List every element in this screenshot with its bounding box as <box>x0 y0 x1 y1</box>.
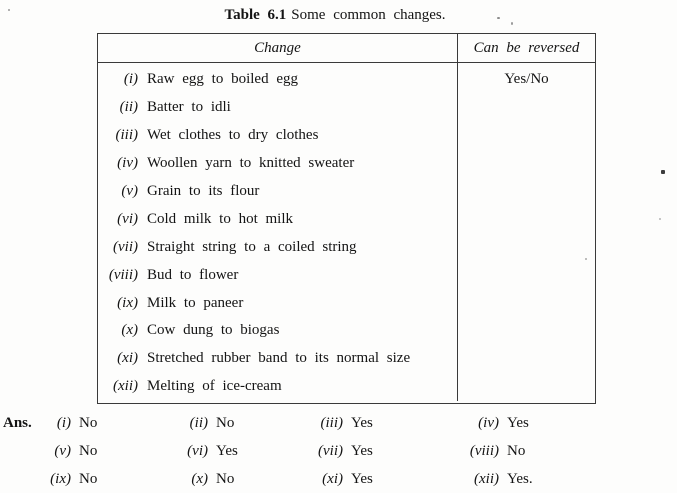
table-row <box>98 150 457 178</box>
scan-artifact <box>659 218 661 220</box>
answer-numeral: (iii) <box>320 415 343 432</box>
table-row <box>98 178 457 206</box>
answer-numeral: (vii) <box>318 443 343 460</box>
row-text: Cow dung to biogas <box>147 322 280 339</box>
answer-value: No <box>79 443 98 460</box>
table-row <box>98 205 457 233</box>
answer-value: Yes. <box>507 470 533 487</box>
row-text: Raw egg to boiled egg <box>147 71 298 88</box>
answer-numeral: (iv) <box>478 415 499 432</box>
answer-numeral: (i) <box>56 415 71 432</box>
answer-cell <box>43 443 172 460</box>
answer-value: Yes <box>351 415 373 432</box>
row-numeral: (i) <box>123 71 138 88</box>
answer-cell <box>172 415 305 432</box>
row-numeral: (iii) <box>115 127 138 144</box>
answers-row <box>3 438 673 466</box>
answer-numeral: (vi) <box>187 443 208 460</box>
changes-table <box>97 33 596 404</box>
row-text: Milk to paneer <box>147 294 244 311</box>
scan-artifact <box>511 22 513 25</box>
answer-cell <box>305 415 457 432</box>
row-numeral: (vii) <box>113 238 138 255</box>
table-row <box>98 233 457 261</box>
answer-numeral: (viii) <box>469 443 499 460</box>
change-column <box>98 63 458 401</box>
row-numeral: (iv) <box>117 155 138 172</box>
table-row <box>98 122 457 150</box>
answers-row <box>3 465 673 493</box>
row-numeral: (x) <box>121 322 138 339</box>
row-numeral: (xi) <box>117 350 138 367</box>
row-numeral: (ix) <box>117 294 138 311</box>
scan-artifact <box>497 17 500 19</box>
row-text: Wet clothes to dry clothes <box>147 127 319 144</box>
answer-numeral: (v) <box>54 443 71 460</box>
answer-value: Yes <box>351 443 373 460</box>
header-change: Change <box>98 34 458 62</box>
table-caption <box>95 7 575 24</box>
row-numeral: (ii) <box>119 99 138 116</box>
row-text: Melting of ice-cream <box>147 378 282 395</box>
scan-artifact <box>661 170 665 174</box>
table-row <box>98 317 457 345</box>
answer-numeral: (xi) <box>322 470 343 487</box>
row-text: Bud to flower <box>147 266 239 283</box>
row-text: Woollen yarn to knitted sweater <box>147 155 355 172</box>
answer-cell <box>305 443 457 460</box>
answer-value: No <box>507 443 526 460</box>
answer-cell <box>43 471 172 488</box>
scan-artifact <box>8 9 10 11</box>
table-header-row <box>98 34 595 63</box>
answer-numeral: (x) <box>191 470 208 487</box>
answer-value: Yes <box>216 443 238 460</box>
answer-value: Yes <box>507 415 529 432</box>
answer-cell <box>457 415 529 432</box>
table-row <box>98 261 457 289</box>
answer-value: No <box>216 470 235 487</box>
answer-numeral: (xii) <box>474 470 499 487</box>
table-row <box>98 373 457 401</box>
answer-value: No <box>79 470 98 487</box>
answer-value: No <box>79 415 98 432</box>
answer-value: Yes <box>351 470 373 487</box>
row-text: Stretched rubber band to its normal size <box>147 350 411 367</box>
yes-no-value: Yes/No <box>504 71 549 88</box>
row-text: Batter to idli <box>147 99 231 116</box>
row-numeral: (viii) <box>108 266 138 283</box>
table-body <box>98 63 595 401</box>
table-row <box>98 345 457 373</box>
answer-cell <box>305 471 457 488</box>
scan-artifact <box>585 258 587 260</box>
table-row <box>98 94 457 122</box>
reversed-column <box>458 63 595 401</box>
answer-cell <box>457 443 525 460</box>
answer-cell <box>172 443 305 460</box>
row-numeral: (v) <box>121 183 138 199</box>
row-numeral: (vi) <box>117 210 138 227</box>
header-can-be-reversed: Can be reversed <box>473 39 580 56</box>
answer-numeral: (ix) <box>50 470 71 487</box>
answer-numeral: (ii) <box>189 415 208 432</box>
answer-value: No <box>216 415 235 432</box>
row-text: Cold milk to hot milk <box>147 210 294 227</box>
answers-row <box>3 410 673 438</box>
table-caption-number: Table 6.1 <box>224 7 287 23</box>
row-text: Grain to its flour <box>147 183 260 199</box>
answer-cell <box>172 471 305 488</box>
table-row <box>98 289 457 317</box>
answers-label: Ans. <box>3 415 32 432</box>
row-numeral: (xii) <box>113 378 138 395</box>
answer-cell <box>457 471 533 488</box>
table-row <box>98 66 457 94</box>
answer-cell <box>43 415 172 432</box>
row-text: Straight string to a coiled string <box>147 238 357 255</box>
answers-section <box>3 410 673 493</box>
table-caption-text: Some common changes. <box>291 7 446 23</box>
